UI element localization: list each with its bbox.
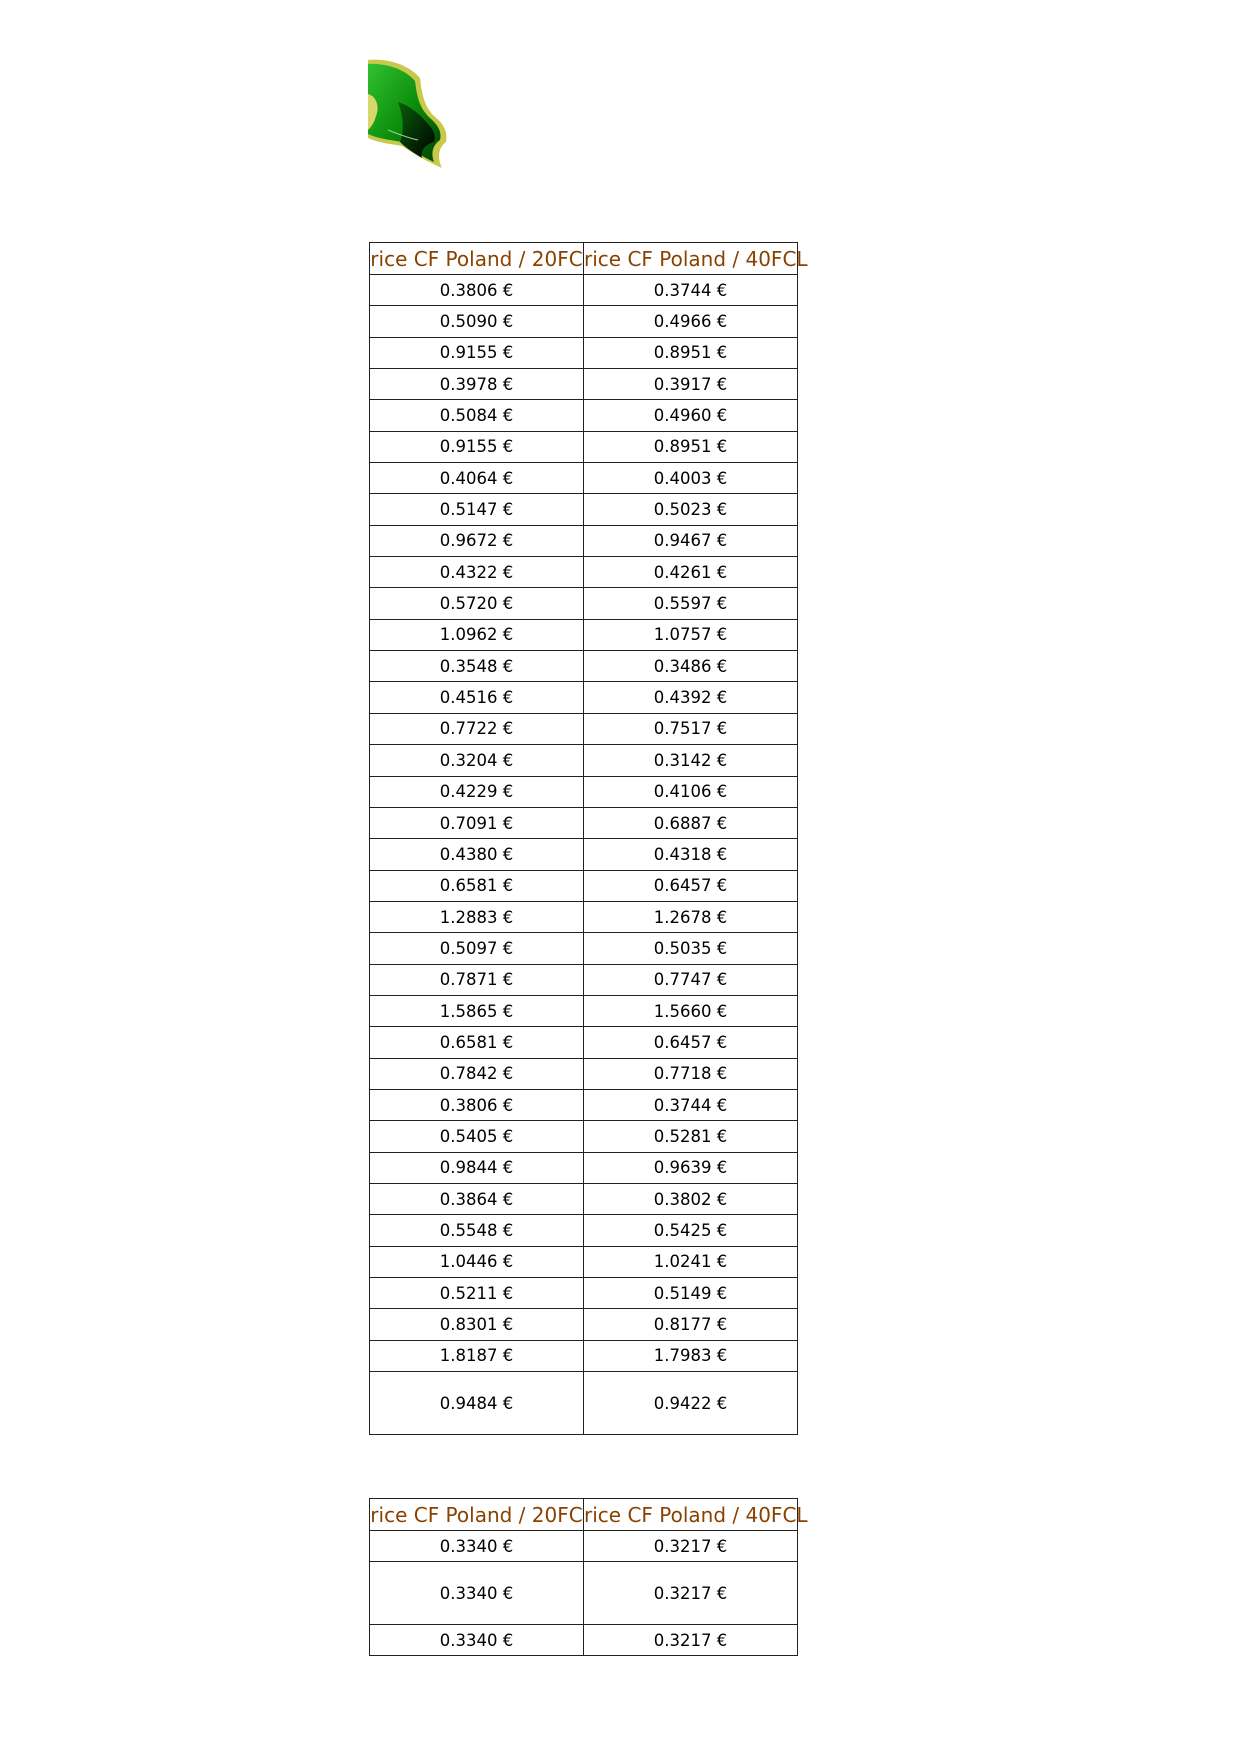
price-40fcl-cell: 1.7983 € (584, 1340, 798, 1371)
table-row (370, 870, 798, 901)
price-20fcl-cell: 0.8301 € (370, 1309, 584, 1340)
table-row (370, 1152, 798, 1183)
table-row (370, 682, 798, 713)
price-table-1 (369, 242, 808, 1435)
table-row (370, 964, 798, 995)
price-40fcl-cell: 0.4106 € (584, 776, 798, 807)
price-40fcl-cell: 0.4966 € (584, 306, 798, 337)
price-40fcl-cell: 0.9422 € (584, 1372, 798, 1435)
price-40fcl-cell: 1.5660 € (584, 995, 798, 1026)
table-row (370, 1027, 798, 1058)
table-row (370, 431, 798, 462)
price-40fcl-cell: 1.2678 € (584, 901, 798, 932)
price-40fcl-cell: 0.3217 € (584, 1562, 798, 1625)
price-20fcl-cell: 0.5084 € (370, 400, 584, 431)
price-20fcl-cell: 0.3340 € (370, 1531, 584, 1562)
price-20fcl-cell: 1.5865 € (370, 995, 584, 1026)
table-row (370, 1562, 798, 1625)
price-table-2 (369, 1498, 808, 1656)
table-row (370, 557, 798, 588)
price-40fcl-cell: 0.4960 € (584, 400, 798, 431)
price-20fcl-cell: 0.4229 € (370, 776, 584, 807)
price-20fcl-cell: 0.7091 € (370, 807, 584, 838)
price-20fcl-cell: 1.2883 € (370, 901, 584, 932)
column-header-40fcl: rice CF Poland / 40FCL (584, 243, 798, 275)
price-20fcl-cell: 0.9155 € (370, 431, 584, 462)
table-row (370, 1531, 798, 1562)
table-row (370, 463, 798, 494)
table-row (370, 1309, 798, 1340)
table-row (370, 369, 798, 400)
price-40fcl-cell: 0.8951 € (584, 431, 798, 462)
price-20fcl-cell: 0.5720 € (370, 588, 584, 619)
table-row (370, 933, 798, 964)
price-40fcl-cell: 0.3217 € (584, 1625, 798, 1656)
price-40fcl-cell: 0.7747 € (584, 964, 798, 995)
price-40fcl-cell: 0.7718 € (584, 1058, 798, 1089)
column-header-40fcl: rice CF Poland / 40FCL (584, 1499, 798, 1531)
price-40fcl-cell: 0.9467 € (584, 525, 798, 556)
price-40fcl-cell: 0.6457 € (584, 1027, 798, 1058)
column-header-20fcl: rice CF Poland / 20FC (370, 1499, 584, 1531)
price-40fcl-cell: 0.6457 € (584, 870, 798, 901)
price-40fcl-cell: 0.5023 € (584, 494, 798, 525)
price-20fcl-cell: 0.4516 € (370, 682, 584, 713)
price-40fcl-cell: 0.3802 € (584, 1183, 798, 1214)
price-20fcl-cell: 0.4380 € (370, 839, 584, 870)
price-20fcl-cell: 0.7722 € (370, 713, 584, 744)
table-header-row (370, 243, 798, 275)
price-20fcl-cell: 0.9844 € (370, 1152, 584, 1183)
price-20fcl-cell: 0.5405 € (370, 1121, 584, 1152)
table-row (370, 1246, 798, 1277)
price-20fcl-cell: 0.6581 € (370, 1027, 584, 1058)
table-row (370, 995, 798, 1026)
table-row (370, 525, 798, 556)
table-row (370, 745, 798, 776)
price-20fcl-cell: 0.5548 € (370, 1215, 584, 1246)
price-40fcl-cell: 0.4318 € (584, 839, 798, 870)
price-40fcl-cell: 0.5425 € (584, 1215, 798, 1246)
table-row (370, 1121, 798, 1152)
table-row (370, 713, 798, 744)
price-40fcl-cell: 0.3744 € (584, 275, 798, 306)
price-20fcl-cell: 0.3978 € (370, 369, 584, 400)
price-40fcl-cell: 0.5149 € (584, 1278, 798, 1309)
price-20fcl-cell: 0.9484 € (370, 1372, 584, 1435)
column-header-20fcl: rice CF Poland / 20FC (370, 243, 584, 275)
price-40fcl-cell: 0.5035 € (584, 933, 798, 964)
table-row (370, 588, 798, 619)
price-20fcl-cell: 0.3864 € (370, 1183, 584, 1214)
price-20fcl-cell: 0.3340 € (370, 1625, 584, 1656)
table-row (370, 839, 798, 870)
table-row (370, 337, 798, 368)
price-20fcl-cell: 0.5211 € (370, 1278, 584, 1309)
price-20fcl-cell: 0.6581 € (370, 870, 584, 901)
price-20fcl-cell: 0.3204 € (370, 745, 584, 776)
price-20fcl-cell: 0.3548 € (370, 651, 584, 682)
price-40fcl-cell: 0.7517 € (584, 713, 798, 744)
price-40fcl-cell: 0.3744 € (584, 1089, 798, 1120)
table-row (370, 619, 798, 650)
price-40fcl-cell: 0.9639 € (584, 1152, 798, 1183)
price-40fcl-cell: 1.0757 € (584, 619, 798, 650)
price-20fcl-cell: 0.3806 € (370, 1089, 584, 1120)
table-row (370, 494, 798, 525)
green-leaf-logo-icon (368, 54, 458, 172)
price-40fcl-cell: 0.6887 € (584, 807, 798, 838)
price-40fcl-cell: 0.3142 € (584, 745, 798, 776)
price-40fcl-cell: 0.5597 € (584, 588, 798, 619)
price-40fcl-cell: 0.3917 € (584, 369, 798, 400)
price-40fcl-cell: 0.5281 € (584, 1121, 798, 1152)
table-row (370, 1278, 798, 1309)
table-row (370, 1625, 798, 1656)
table-row (370, 1340, 798, 1371)
table-row (370, 400, 798, 431)
price-40fcl-cell: 0.8177 € (584, 1309, 798, 1340)
price-20fcl-cell: 0.7842 € (370, 1058, 584, 1089)
price-40fcl-cell: 0.8951 € (584, 337, 798, 368)
price-40fcl-cell: 0.4392 € (584, 682, 798, 713)
table-row (370, 1372, 798, 1435)
table-row (370, 901, 798, 932)
price-20fcl-cell: 0.5090 € (370, 306, 584, 337)
price-20fcl-cell: 0.4322 € (370, 557, 584, 588)
price-40fcl-cell: 0.4261 € (584, 557, 798, 588)
table-row (370, 1089, 798, 1120)
price-20fcl-cell: 0.9672 € (370, 525, 584, 556)
table-row (370, 776, 798, 807)
table-row (370, 275, 798, 306)
table-row (370, 1215, 798, 1246)
table-header-row (370, 1499, 798, 1531)
table-row (370, 651, 798, 682)
table-row (370, 1183, 798, 1214)
price-20fcl-cell: 0.4064 € (370, 463, 584, 494)
price-20fcl-cell: 0.5147 € (370, 494, 584, 525)
price-20fcl-cell: 1.0446 € (370, 1246, 584, 1277)
table-row (370, 306, 798, 337)
price-20fcl-cell: 0.3340 € (370, 1562, 584, 1625)
price-40fcl-cell: 0.3486 € (584, 651, 798, 682)
table-row (370, 1058, 798, 1089)
price-40fcl-cell: 0.3217 € (584, 1531, 798, 1562)
price-40fcl-cell: 1.0241 € (584, 1246, 798, 1277)
price-20fcl-cell: 1.8187 € (370, 1340, 584, 1371)
price-20fcl-cell: 1.0962 € (370, 619, 584, 650)
price-40fcl-cell: 0.4003 € (584, 463, 798, 494)
price-20fcl-cell: 0.7871 € (370, 964, 584, 995)
price-20fcl-cell: 0.9155 € (370, 337, 584, 368)
table-row (370, 807, 798, 838)
price-20fcl-cell: 0.5097 € (370, 933, 584, 964)
price-20fcl-cell: 0.3806 € (370, 275, 584, 306)
